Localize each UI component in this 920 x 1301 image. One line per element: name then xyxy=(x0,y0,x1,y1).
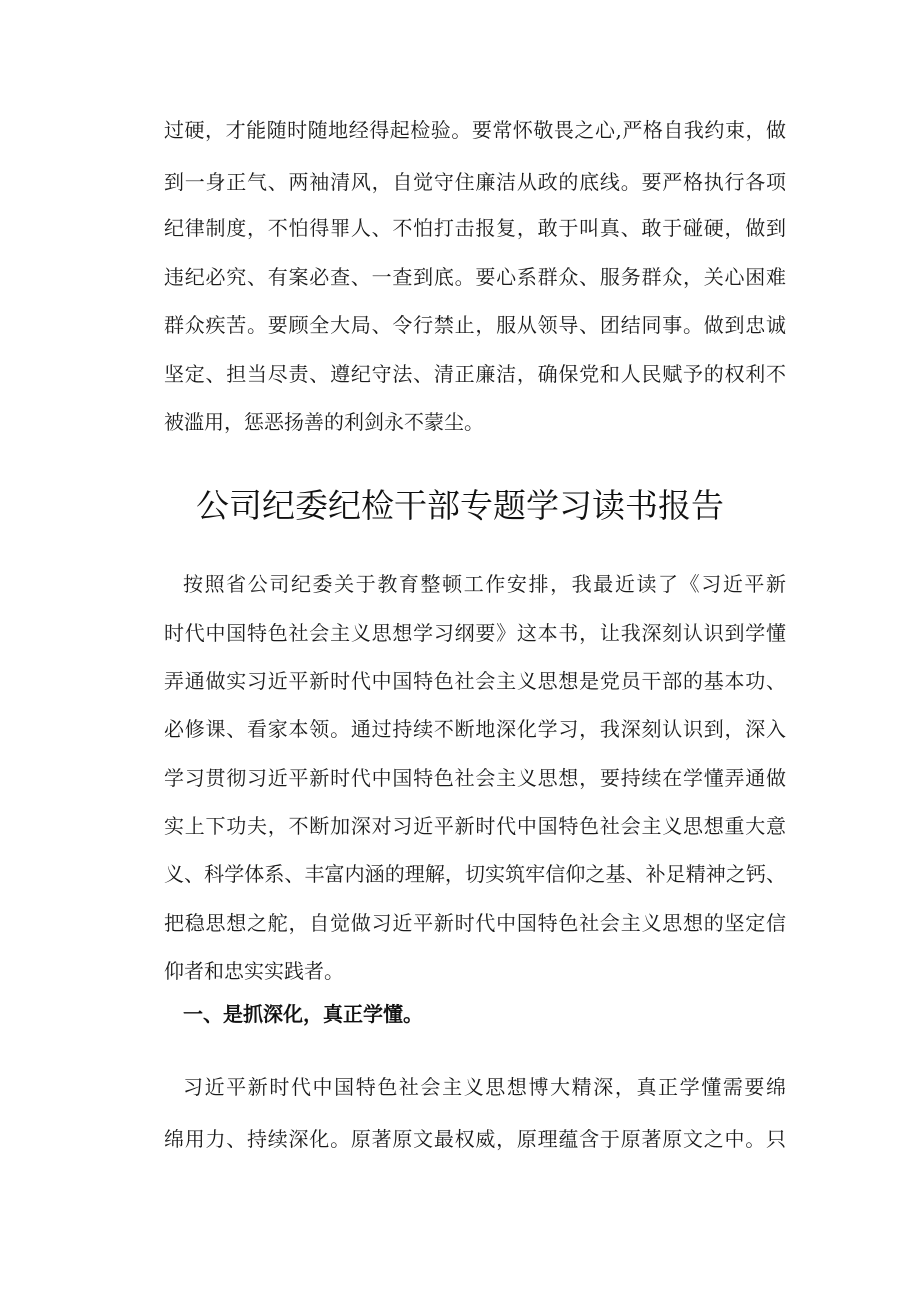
body-text-line: 习近平新时代中国特色社会主义思想博大精深，真正学懂需要绵 xyxy=(183,1075,786,1099)
body-text-line: 被滥用，惩恶扬善的利剑永不蒙尘。 xyxy=(164,410,484,434)
body-text-line: 绵用力、持续深化。原著原文最权威，原理蕴含于原著原文之中。只 xyxy=(164,1127,786,1151)
report-title: 公司纪委纪检干部专题学习读书报告 xyxy=(196,486,724,525)
body-text-line: 过硬，才能随时随地经得起检验。要常怀敬畏之心,严格自我约束，做 xyxy=(164,118,786,142)
body-text-line: 按照省公司纪委关于教育整顿工作安排，我最近读了《习近平新 xyxy=(183,572,786,596)
body-text-line: 必修课、看家本领。通过持续不断地深化学习，我深刻认识到，深入 xyxy=(164,717,786,741)
body-text-line: 义、科学体系、丰富内涵的理解，切实筑牢信仰之基、补足精神之钙、 xyxy=(164,862,786,886)
body-text-line: 群众疾苦。要顾全大局、令行禁止，服从领导、团结同事。做到忠诚 xyxy=(164,313,786,337)
body-text-line: 违纪必究、有案必查、一查到底。要心系群众、服务群众，关心困难 xyxy=(164,265,786,289)
body-text-line: 学习贯彻习近平新时代中国特色社会主义思想，要持续在学懂弄通做 xyxy=(164,766,786,790)
body-text-line: 把稳思想之舵，自觉做习近平新时代中国特色社会主义思想的坚定信 xyxy=(164,911,786,935)
body-text-line: 坚定、担当尽责、遵纪守法、清正廉洁，确保党和人民赋予的权利不 xyxy=(164,362,786,386)
body-text-line: 弄通做实习近平新时代中国特色社会主义思想是党员干部的基本功、 xyxy=(164,669,786,693)
body-text-line: 到一身正气、两袖清风，自觉守住廉洁从政的底线。要严格执行各项 xyxy=(164,170,786,194)
body-text-line: 实上下功夫，不断加深对习近平新时代中国特色社会主义思想重大意 xyxy=(164,814,786,838)
body-text-line: 仰者和忠实实践者。 xyxy=(164,959,344,983)
body-text-line: 时代中国特色社会主义思想学习纲要》这本书，让我深刻认识到学懂 xyxy=(164,621,786,645)
body-text-line: 纪律制度，不怕得罪人、不怕打击报复，敢于叫真、敢于碰硬，做到 xyxy=(164,216,786,240)
section-heading: 一、是抓深化，真正学懂。 xyxy=(183,1002,423,1026)
